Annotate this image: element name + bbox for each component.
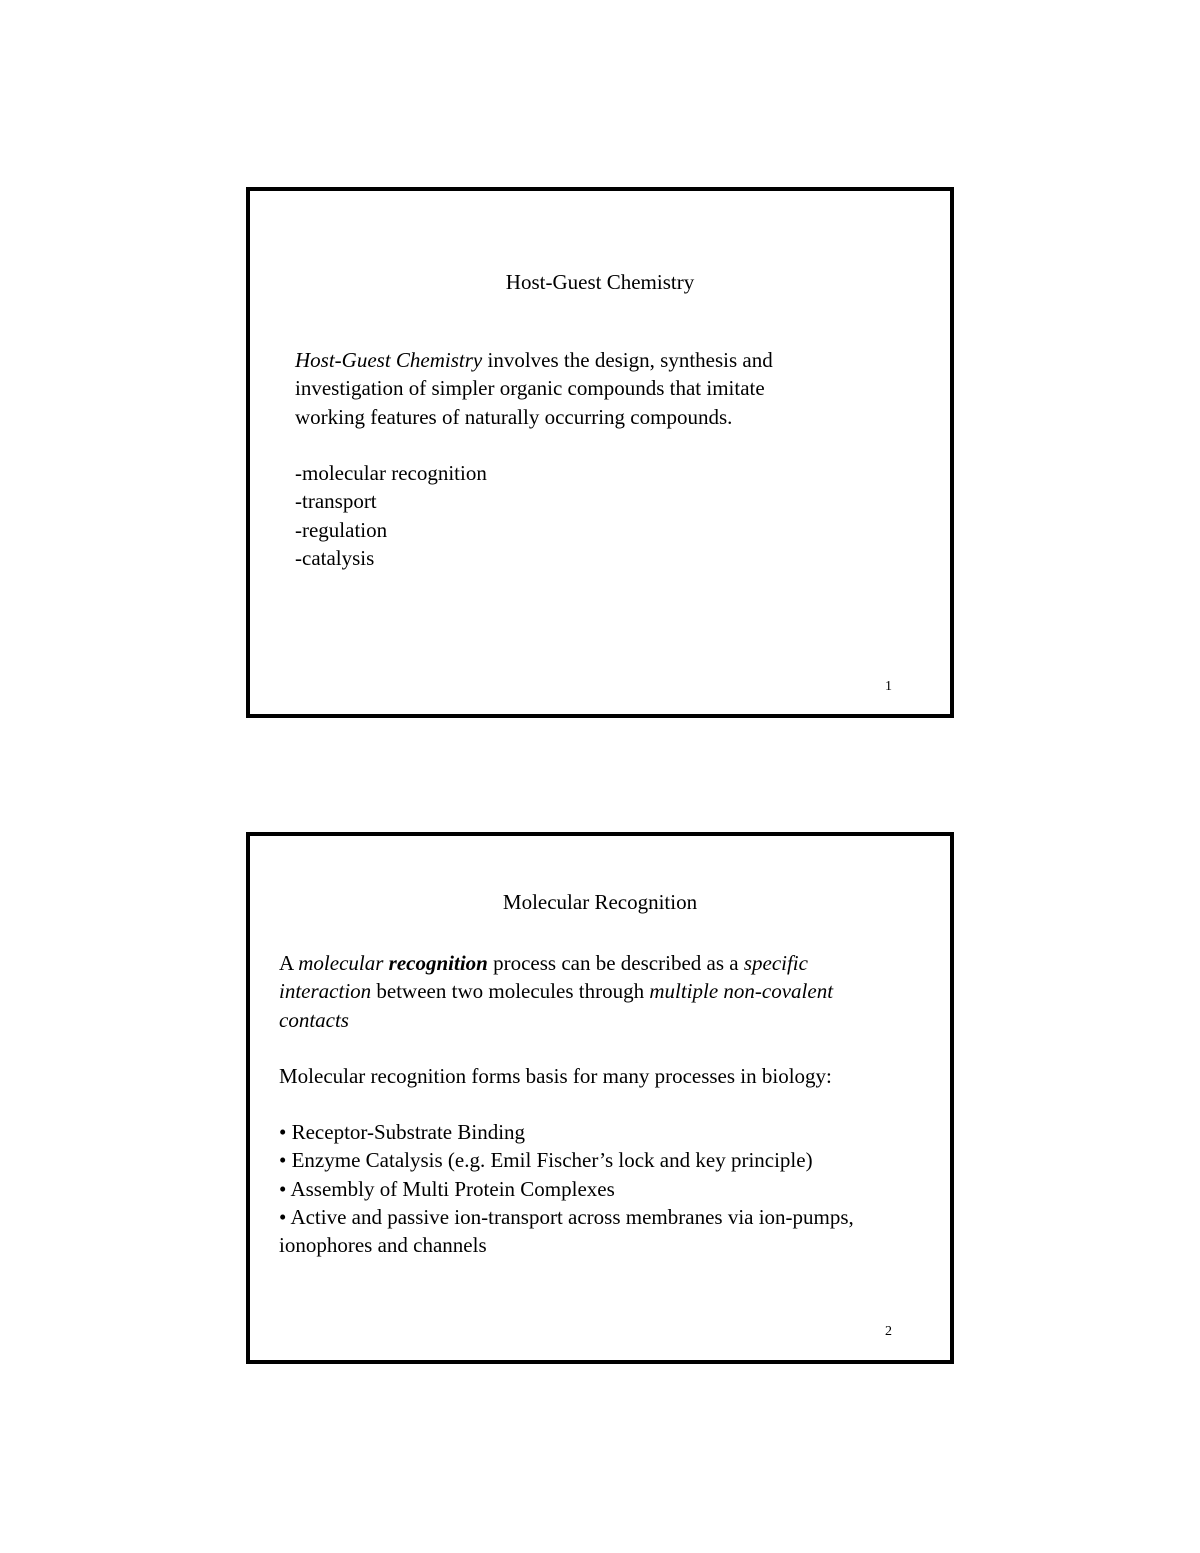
term-multiple-non-covalent: multiple non-covalent xyxy=(649,979,834,1004)
slide-title: Host-Guest Chemistry xyxy=(505,270,695,294)
term-interaction: interaction xyxy=(279,979,372,1004)
term-specific: specific xyxy=(743,951,808,975)
topic-list xyxy=(295,459,487,572)
term-molecular: molecular xyxy=(298,951,384,975)
list-item: -molecular recognition xyxy=(295,461,487,485)
intro-line-1-rest: involves the design, synthesis and xyxy=(482,348,773,372)
term-contacts: contacts xyxy=(279,1007,349,1032)
list-item-continuation: ionophores and channels xyxy=(279,1233,487,1258)
definition-line-2 xyxy=(279,977,833,1005)
intro-paragraph xyxy=(295,346,773,431)
definition-line-1 xyxy=(279,949,833,977)
slide-2 xyxy=(246,832,954,1364)
definition-line-3 xyxy=(279,1006,833,1034)
list-item: -catalysis xyxy=(295,545,375,570)
list-item: • Enzyme Catalysis (e.g. Emil Fischer’s lock and key principle) xyxy=(279,1148,813,1173)
intro-line-3: working features of naturally occurring compounds. xyxy=(295,404,733,429)
slide-title: Molecular Recognition xyxy=(502,890,698,914)
term-host-guest-chemistry: Host-Guest Chemistry xyxy=(295,348,483,372)
slide-1 xyxy=(246,187,954,718)
list-item: -regulation xyxy=(295,517,388,542)
page-number: 2 xyxy=(885,1324,892,1339)
intro-line-1 xyxy=(295,346,773,374)
term-recognition: recognition xyxy=(388,951,488,975)
list-item: • Active and passive ion-transport across membranes via ion-pumps, xyxy=(279,1204,854,1229)
text-rest-1: process can be described as a xyxy=(487,951,744,975)
text-rest-2: between two molecules through xyxy=(371,979,650,1004)
list-item: • Assembly of Multi Protein Complexes xyxy=(279,1176,615,1201)
list-item: • Receptor-Substrate Binding xyxy=(279,1120,526,1144)
intro-line-2: investigation of simpler organic compounds that imitate xyxy=(295,376,765,401)
process-list xyxy=(279,1118,854,1259)
list-item: -transport xyxy=(295,489,377,514)
definition-paragraph xyxy=(279,949,833,1034)
text-a: A xyxy=(279,951,299,975)
page-number: 1 xyxy=(885,679,892,694)
lead-sentence: Molecular recognition forms basis for many processes in biology: xyxy=(279,1064,832,1088)
